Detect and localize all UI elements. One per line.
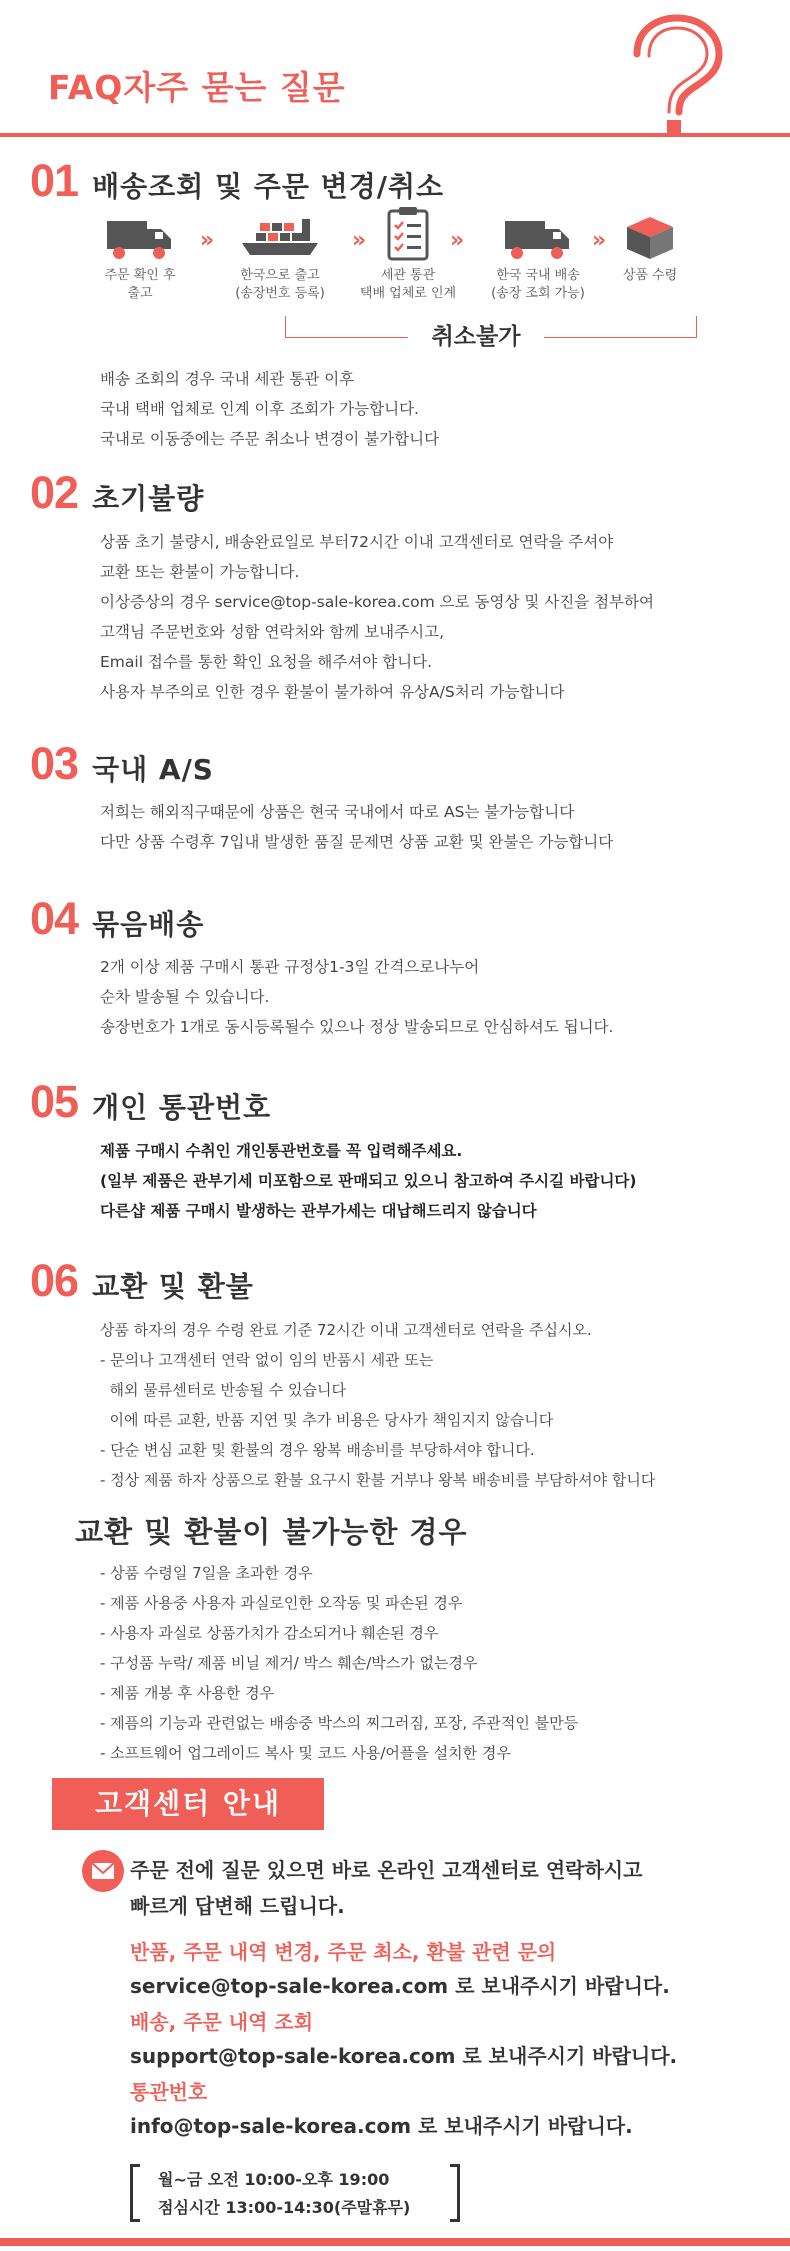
section-01-body — [100, 364, 439, 454]
flow-step-domestic-delivery — [478, 215, 598, 303]
body-line: Email 접수를 통한 확인 요청을 해주셔야 합니다. — [100, 653, 433, 671]
non-refundable-cases-title: 교환 및 환불이 불가능한 경우 — [75, 1515, 468, 1549]
body-line: 국내로 이동중에는 주문 취소나 변경이 불가합니다 — [100, 430, 440, 448]
section-02-heading — [30, 467, 204, 519]
contact-heading: 반품, 주문 내역 변경, 주문 최소, 환불 관련 문의 — [130, 1940, 557, 1964]
list-item: - 구성품 누락/ 제품 비닐 제거/ 박스 훼손/박스가 없는경우 — [100, 1654, 478, 1672]
customer-center-intro — [130, 1852, 642, 1924]
list-item: - 상품 수령일 7일을 초과한 경우 — [100, 1564, 313, 1582]
body-line: 사용자 부주의로 인한 경우 환불이 불가하여 유상A/S처리 가능합니다 — [100, 683, 565, 701]
section-06-body — [100, 1315, 655, 1495]
body-line: 상품 하자의 경우 수령 완료 기준 72시간 이내 고객센터로 연락을 주십시오. — [100, 1321, 592, 1339]
body-line: 저희는 해외직구때문에 상품은 현국 국내에서 따로 AS는 불가능합니다 — [100, 803, 575, 821]
contact-customs — [130, 2075, 633, 2143]
flow-step-label: 한국 국내 배송 — [496, 268, 580, 283]
flow-step-received — [610, 215, 690, 285]
body-line: 고객님 주문번호와 성함 연락처와 함께 보내주시고, — [100, 623, 444, 641]
faq-header — [0, 0, 790, 140]
intro-line: 주문 전에 질문 있으면 바로 온라인 고객센터로 연락하시고 — [130, 1858, 643, 1882]
section-title: 교환 및 환불 — [92, 1270, 254, 1303]
flow-step-label: 택배 업체로 인계 — [359, 286, 457, 301]
flow-step-label: 출고 — [127, 286, 153, 301]
flow-step-label: (송장번호 등록) — [235, 286, 325, 301]
body-line: 국내 택배 업체로 인계 이후 조회가 가능합니다. — [100, 400, 419, 418]
hours-line: 점심시간 13:00-14:30(주말휴무) — [158, 2198, 411, 2217]
section-number: 03 — [30, 738, 79, 789]
body-line: 교환 또는 환불이 가능합니다. — [100, 563, 300, 581]
package-box-icon — [625, 215, 675, 261]
section-04-body — [100, 952, 613, 1042]
section-05-heading — [30, 1076, 271, 1128]
list-item: - 제품 사용중 사용자 과실로인한 오작동 및 파손된 경우 — [100, 1594, 463, 1612]
flow-arrow: » — [592, 228, 607, 253]
body-line: 다만 상품 수령후 7입내 발생한 품질 문제면 상품 교환 및 완불은 가능합니다 — [100, 833, 614, 851]
warning-line: 다른샵 제품 구매시 발생하는 관부가세는 대납해드리지 않습니다 — [100, 1202, 537, 1220]
delivery-truck-icon — [105, 215, 175, 261]
body-line: 순차 발송될 수 있습니다. — [100, 988, 270, 1006]
delivery-truck-icon — [503, 215, 573, 261]
body-line: - 정상 제품 하자 상품으로 환불 요구시 환불 거부나 왕복 배송비를 부담하셔야 합니다 — [100, 1471, 656, 1489]
bracket-right — [450, 2164, 460, 2222]
business-hours — [130, 2160, 460, 2226]
section-title: 배송조회 및 주문 변경/취소 — [92, 170, 445, 203]
flow-arrow: » — [200, 228, 215, 253]
non-refundable-cases-list — [100, 1558, 578, 1768]
body-line: 제품 구매시 수취인 개인통관번호를 꼭 입력해주세요. — [100, 1142, 463, 1160]
body-line: 상품 초기 불량시, 배송완료일로 부터72시간 이내 고객센터로 연락을 주셔야 — [100, 533, 614, 551]
cargo-ship-icon — [238, 215, 322, 261]
section-number: 05 — [30, 1076, 79, 1127]
contact-email[interactable]: support@top-sale-korea.com 로 보내주시기 바랍니다. — [130, 2044, 678, 2068]
intro-line: 빠르게 답변해 드립니다. — [130, 1894, 345, 1918]
flow-step-shipped-korea — [220, 215, 340, 303]
contact-heading: 통관번호 — [130, 2080, 208, 2104]
flow-step-label: 세관 통관 — [380, 268, 436, 283]
cancel-unavailable-label: 취소불가 — [408, 318, 544, 354]
section-number: 06 — [30, 1255, 79, 1306]
mail-icon — [82, 1850, 124, 1892]
flow-step-label: 주문 확인 후 — [104, 268, 176, 283]
body-line: - 문의나 고객센터 연락 없이 임의 반품시 세관 또는 — [100, 1351, 434, 1369]
section-number: 04 — [30, 893, 79, 944]
footer-divider — [0, 2238, 790, 2246]
section-title: 묶음배송 — [92, 908, 205, 941]
contact-email[interactable]: service@top-sale-korea.com 로 보내주시기 바랍니다. — [130, 1974, 670, 1998]
list-item: - 제품 개봉 후 사용한 경우 — [100, 1684, 275, 1702]
body-line: - 단순 변심 교환 및 환불의 경우 왕복 배송비를 부당하셔야 합니다. — [100, 1441, 535, 1459]
flow-arrow: » — [352, 228, 367, 253]
section-04-heading — [30, 893, 204, 945]
section-title: 국내 A/S — [92, 753, 214, 786]
section-05-body — [100, 1136, 636, 1226]
contact-heading: 배송, 주문 내역 조회 — [130, 2010, 314, 2034]
section-number: 01 — [30, 155, 79, 206]
list-item: - 사용자 과실로 상품가치가 감소되거나 훼손된 경우 — [100, 1624, 439, 1642]
header-divider — [0, 133, 790, 137]
body-line: 송장번호가 1개로 동시등록될수 있으나 정상 발송되므로 안심하셔도 됩니다. — [100, 1018, 614, 1036]
section-title: 개인 통관번호 — [92, 1091, 272, 1124]
section-03-body — [100, 797, 613, 857]
flow-step-label: (송장 조회 가능) — [491, 286, 585, 301]
flow-step-customs — [348, 205, 468, 303]
flow-step-label: 상품 수령 — [622, 268, 678, 283]
customer-center-badge: 고객센터 안내 — [52, 1778, 324, 1830]
body-line: (일부 제품은 관부기세 미포함으로 판매되고 있으니 참고하여 주시길 바랍니다) — [100, 1172, 637, 1190]
body-line: 이상증상의 경우 service@top-sale-korea.com 으로 동영상 및 사진을 첨부하여 — [100, 593, 654, 611]
clipboard-checklist-icon — [385, 205, 431, 261]
section-01-heading — [30, 155, 444, 207]
section-02-body — [100, 527, 654, 707]
hours-text — [158, 2166, 410, 2222]
section-03-heading — [30, 738, 214, 790]
section-title: 초기불량 — [92, 482, 205, 515]
body-line: 2개 이상 제품 구매시 통관 규정상1-3일 간격으로나누어 — [100, 958, 480, 976]
flow-arrow: » — [450, 228, 465, 253]
list-item: - 소프트웨어 업그레이드 복사 및 코드 사용/어플을 설치한 경우 — [100, 1744, 511, 1762]
list-item: - 제픔의 기능과 관련없는 배송중 박스의 찌그러짐, 포장, 주관적인 불만등 — [100, 1714, 579, 1732]
body-line: 이에 따른 교환, 반품 지연 및 추가 비용은 당사가 책임지지 않습니다 — [100, 1411, 554, 1429]
page-title: FAQ자주 묻는 질문 — [48, 68, 346, 107]
contact-shipping — [130, 2005, 677, 2073]
body-line: 해외 물류센터로 반송될 수 있습니다 — [100, 1381, 346, 1399]
flow-step-order-confirm — [90, 215, 190, 303]
flow-step-label: 한국으로 출고 — [240, 268, 320, 283]
body-line: 배송 조회의 경우 국내 세관 통관 이후 — [100, 370, 355, 388]
section-number: 02 — [30, 467, 79, 518]
question-mark-icon — [615, 14, 735, 138]
bracket-left — [130, 2164, 140, 2222]
hours-line: 월~금 오전 10:00-오후 19:00 — [158, 2170, 390, 2189]
section-06-heading — [30, 1255, 254, 1307]
contact-returns — [130, 1935, 670, 2003]
contact-email[interactable]: info@top-sale-korea.com 로 보내주시기 바랍니다. — [130, 2114, 633, 2138]
